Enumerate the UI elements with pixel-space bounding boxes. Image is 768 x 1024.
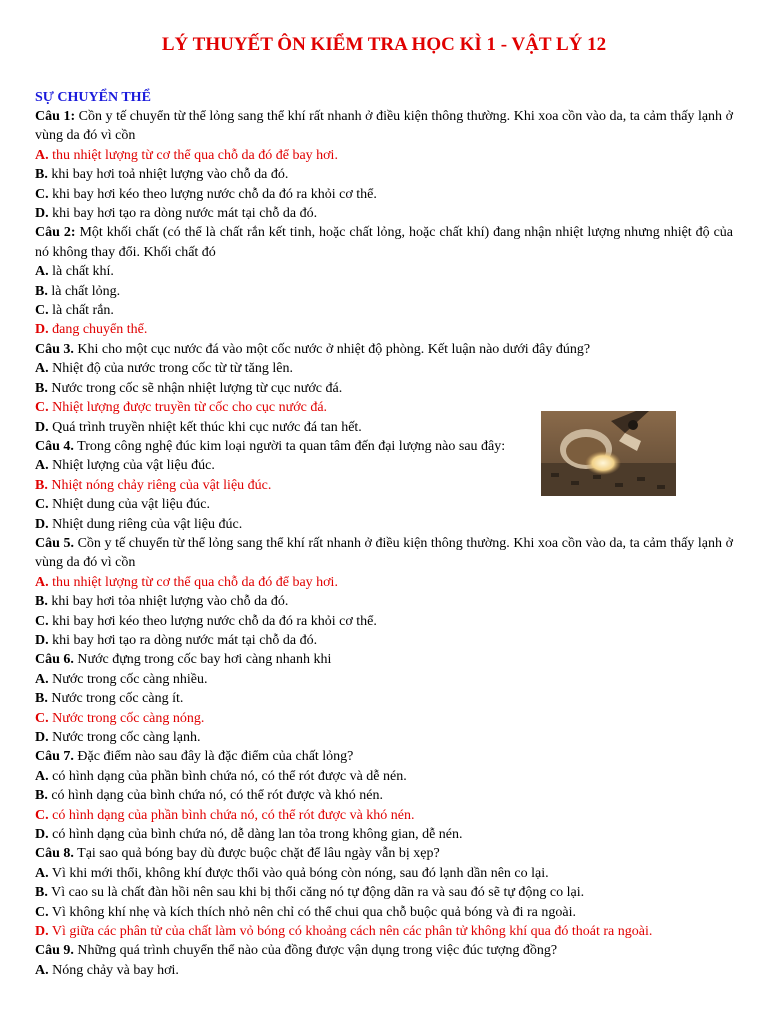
option-label: C.: [35, 807, 49, 823]
option-label: C.: [35, 904, 49, 920]
option-text: Nhiệt nóng chảy riêng của vật liệu đúc.: [47, 477, 272, 493]
option-label: A.: [35, 768, 49, 784]
answer-option: [35, 922, 733, 941]
option-label: A.: [35, 147, 49, 163]
option-label: C.: [35, 303, 49, 319]
answer-option: [35, 864, 733, 883]
page-title: LÝ THUYẾT ÔN KIỂM TRA HỌC KÌ 1 - VẬT LÝ 12: [161, 34, 607, 55]
answer-option: [35, 806, 733, 825]
answer-option: [35, 728, 733, 747]
question-stem: [35, 844, 733, 863]
option-text: Vì cao su là chất đàn hồi nên sau khi bị thổi căng nó tự động dãn ra và sau đó sẽ tự động co lại.: [47, 885, 585, 901]
option-text: Nước trong cốc càng ít.: [47, 691, 184, 707]
option-text: Nhiệt dung của vật liệu đúc.: [48, 497, 210, 513]
option-text: là chất rắn.: [48, 303, 114, 319]
answer-option: [35, 320, 733, 339]
option-text: khi bay hơi kéo theo lượng nước chỗ da đó ra khỏi cơ thể.: [48, 613, 377, 629]
question-text: Những quá trình chuyển thể nào của đồng được vận dụng trong việc đúc tượng đồng?: [73, 943, 558, 959]
question-text: Cồn y tế chuyển từ thể lỏng sang thể khí rất nhanh ở điều kiện thông thường. Khi xoa cồn vào da, ta cảm thấy lạnh ở vùng da đó vì cồn: [35, 535, 733, 571]
question-number: Câu 6.: [35, 652, 74, 668]
answer-option: [35, 359, 733, 378]
option-text: Quá trình truyền nhiệt kết thúc khi cục nước đá tan hết.: [48, 419, 362, 435]
answer-option: [35, 204, 733, 223]
option-text: thu nhiệt lượng từ cơ thể qua chỗ da đó để bay hơi.: [48, 574, 338, 590]
option-text: khi bay hơi toả nhiệt lượng vào chỗ da đó.: [47, 167, 289, 183]
option-label: C.: [35, 613, 49, 629]
answer-option: [35, 709, 733, 728]
option-label: A.: [35, 574, 49, 590]
option-label: B.: [35, 283, 48, 299]
option-label: B.: [35, 788, 48, 804]
answer-option: [35, 185, 733, 204]
option-text: Vì giữa các phân tử của chất làm vỏ bóng có khoảng cách nên các phân tử không khí qua đó thoát ra ngoài.: [48, 924, 653, 940]
option-text: Nhiệt dung riêng của vật liệu đúc.: [48, 516, 243, 532]
question-stem: [35, 340, 733, 359]
document-page: [35, 32, 733, 980]
question-stem: [35, 747, 733, 766]
option-label: B.: [35, 380, 48, 396]
option-label: D.: [35, 924, 49, 940]
answer-option: [35, 592, 733, 611]
option-label: A.: [35, 865, 49, 881]
question-number: Câu 1:: [35, 109, 76, 124]
question-number: Câu 9.: [35, 943, 74, 959]
answer-option: [35, 903, 733, 922]
option-label: D.: [35, 322, 49, 338]
option-label: B.: [35, 885, 48, 901]
option-text: khi bay hơi kéo theo lượng nước chỗ da đó ra khỏi cơ thể.: [48, 186, 377, 202]
question-text: Trong công nghệ đúc kim loại người ta quan tâm đến đại lượng nào sau đây:: [73, 438, 506, 454]
option-text: Nước trong cốc càng nhiều.: [48, 671, 208, 687]
option-text: khi bay hơi tạo ra dòng nước mát tại chỗ da đó.: [48, 632, 318, 648]
option-label: A.: [35, 671, 49, 687]
option-text: đang chuyển thể.: [48, 322, 148, 338]
option-label: B.: [35, 477, 48, 493]
question-number: Câu 2:: [35, 225, 76, 241]
option-text: khi bay hơi tỏa nhiệt lượng vào chỗ da đó.: [47, 594, 289, 610]
question-stem: [35, 107, 733, 146]
question-number: Câu 3.: [35, 341, 74, 357]
option-label: A.: [35, 962, 49, 978]
section-heading: SỰ CHUYỂN THỂ: [35, 90, 151, 105]
option-label: C.: [35, 497, 49, 513]
option-text: là chất khí.: [48, 264, 114, 280]
option-text: có hình dạng của phần bình chứa nó, có thể rót được và dễ nén.: [48, 768, 407, 784]
question-text: Tại sao quả bóng bay dù được buộc chặt để lâu ngày vẫn bị xẹp?: [73, 846, 440, 862]
answer-option: [35, 165, 733, 184]
option-text: có hình dạng của bình chứa nó, dễ dàng lan tỏa trong không gian, dễ nén.: [48, 827, 463, 843]
answer-option: [35, 573, 733, 592]
option-text: Nước trong cốc càng lạnh.: [48, 730, 201, 745]
option-text: có hình dạng của phần bình chứa nó, có thể rót được và khó nén.: [48, 807, 415, 823]
option-label: C.: [35, 710, 49, 726]
question-number: Câu 8.: [35, 846, 74, 862]
answer-option: [35, 786, 733, 805]
answer-option: [35, 515, 733, 534]
option-label: D.: [35, 206, 49, 222]
option-label: D.: [35, 419, 49, 435]
option-text: là chất lỏng.: [47, 283, 121, 299]
answer-option: [35, 631, 733, 650]
answer-option: [35, 146, 733, 165]
question-stem: [35, 223, 733, 262]
answer-option: [35, 670, 733, 689]
question-text: Cồn y tế chuyển từ thể lỏng sang thể khí rất nhanh ở điều kiện thông thường. Khi xoa cồn vào da, ta cảm thấy lạnh ở vùng da đó vì cồn: [35, 109, 733, 144]
option-label: C.: [35, 400, 49, 416]
answer-option: [35, 689, 733, 708]
answer-option: [35, 825, 733, 844]
question-stem: [35, 650, 733, 669]
metal-casting-photo: [541, 411, 676, 496]
question-number: Câu 5.: [35, 535, 74, 551]
answer-option: [35, 495, 733, 514]
option-text: có hình dạng của bình chứa nó, có thể rót được và khó nén.: [47, 788, 383, 804]
option-label: C.: [35, 186, 49, 202]
option-text: Vì khi mới thổi, không khí được thổi vào quả bóng còn nóng, sau đó lạnh dần nên co lại.: [48, 865, 549, 881]
option-label: B.: [35, 167, 48, 183]
question-stem: [35, 941, 733, 960]
option-text: Nước trong cốc sẽ nhận nhiệt lượng từ cục nước đá.: [47, 380, 343, 396]
option-text: Nhiệt lượng của vật liệu đúc.: [48, 458, 215, 474]
question-text: Một khối chất (có thể là chất rắn kết tinh, hoặc chất lỏng, hoặc chất khí) đang nhận nhiệt lượng nhưng nhiệt độ của nó không thay đổi. Khối chất đó: [35, 225, 733, 260]
option-label: B.: [35, 594, 48, 610]
option-label: D.: [35, 730, 49, 745]
option-text: Nhiệt độ của nước trong cốc từ từ tăng lên.: [48, 361, 294, 377]
answer-option: [35, 379, 733, 398]
option-text: Vì không khí nhẹ và kích thích nhỏ nên chỉ có thể chui qua chỗ buộc quả bóng và đi ra ngoài.: [48, 904, 576, 920]
option-label: A.: [35, 264, 49, 280]
option-label: A.: [35, 361, 49, 377]
answer-option: [35, 612, 733, 631]
answer-option: [35, 767, 733, 786]
option-text: Nóng chảy và bay hơi.: [48, 962, 179, 978]
answer-option: [35, 883, 733, 902]
answer-option: [35, 301, 733, 320]
question-text: Nước đựng trong cốc bay hơi càng nhanh khi: [73, 652, 332, 668]
option-label: D.: [35, 516, 49, 532]
option-text: khi bay hơi tạo ra dòng nước mát tại chỗ da đó.: [48, 206, 318, 222]
question-number: Câu 4.: [35, 438, 74, 454]
question-list: [35, 107, 733, 980]
option-text: Nước trong cốc càng nóng.: [48, 710, 205, 726]
answer-option: [35, 961, 733, 980]
answer-option: [35, 262, 733, 281]
option-text: Nhiệt lượng được truyền từ cốc cho cục nước đá.: [48, 400, 328, 416]
question-stem: [35, 534, 733, 573]
question-text: Khi cho một cục nước đá vào một cốc nước ở nhiệt độ phòng. Kết luận nào dưới đây đúng?: [73, 341, 591, 357]
question-text: Đặc điểm nào sau đây là đặc điểm của chất lỏng?: [73, 749, 354, 765]
question-number: Câu 7.: [35, 749, 74, 765]
option-label: A.: [35, 458, 49, 474]
option-text: thu nhiệt lượng từ cơ thể qua chỗ da đó để bay hơi.: [48, 147, 338, 163]
option-label: D.: [35, 632, 49, 648]
option-label: D.: [35, 827, 49, 843]
answer-option: [35, 282, 733, 301]
option-label: B.: [35, 691, 48, 707]
